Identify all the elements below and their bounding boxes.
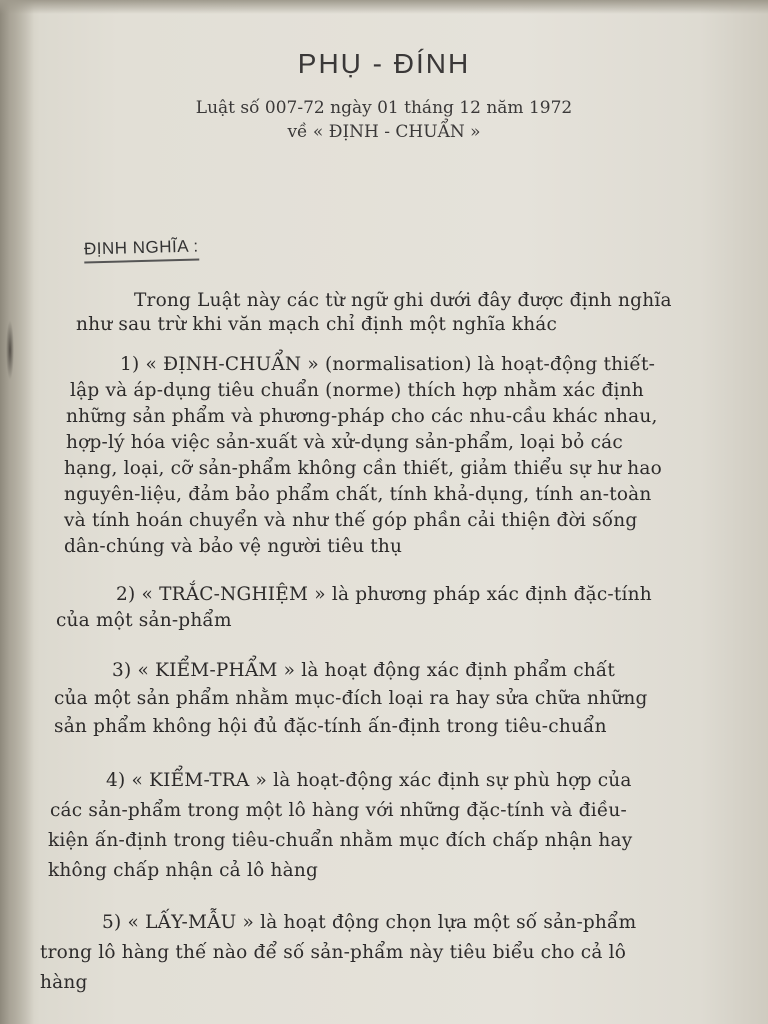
text-line: 2) « TRẮC-NGHIỆM » là phương pháp xác định đặc-tính [116, 584, 652, 605]
section-heading: ĐỊNH NGHĨA : [84, 237, 199, 264]
text-line: hàng [40, 972, 88, 993]
text-line: các sản-phẩm trong một lô hàng với những đặc-tính và điều- [50, 800, 627, 821]
text-line: lập và áp-dụng tiêu chuẩn (norme) thích hợp nhằm xác định [70, 380, 644, 401]
subtitle-topic: về « ĐỊNH - CHUẨN » [287, 122, 481, 142]
text-line: không chấp nhận cả lô hàng [48, 860, 318, 881]
text-line: Trong Luật này các từ ngữ ghi dưới đây được định nghĩa [134, 290, 672, 311]
page-title: PHỤ - ĐÍNH [297, 48, 471, 79]
text-line: của một sản-phẩm [56, 610, 232, 631]
text-line: 1) « ĐỊNH-CHUẨN » (normalisation) là hoạt-động thiết- [120, 354, 656, 375]
text-line: nguyên-liệu, đảm bảo phẩm chất, tính khả-dụng, tính an-toàn [64, 484, 652, 505]
text-line: hạng, loại, cỡ sản-phẩm không cần thiết, giảm thiểu sự hư hao [64, 458, 662, 479]
page-spine-shadow [0, 0, 34, 1024]
text-line: trong lô hàng thế nào để số sản-phẩm này tiêu biểu cho cả lô [40, 942, 627, 963]
text-line: 4) « KIỂM-TRA » là hoạt-động xác định sự phù hợp của [106, 770, 632, 791]
subtitle-law-number: Luật số 007-72 ngày 01 tháng 12 năm 1972 [195, 98, 573, 118]
text-line: 5) « LẤY-MẪU » là hoạt động chọn lựa một số sản-phẩm [102, 912, 637, 933]
page-top-edge [0, 0, 768, 14]
page-stain [6, 320, 14, 380]
text-line: như sau trừ khi văn mạch chỉ định một nghĩa khác [76, 314, 558, 335]
text-line: của một sản phẩm nhằm mục-đích loại ra hay sửa chữa những [54, 688, 648, 709]
text-line: hợp-lý hóa việc sản-xuất và xử-dụng sản-phẩm, loại bỏ các [66, 432, 623, 453]
text-line: dân-chúng và bảo vệ người tiêu thụ [64, 536, 403, 557]
text-line: 3) « KIỂM-PHẨM » là hoạt động xác định phẩm chất [112, 660, 616, 681]
text-line: sản phẩm không hội đủ đặc-tính ấn-định trong tiêu-chuẩn [54, 716, 607, 737]
text-line: kiện ấn-định trong tiêu-chuẩn nhằm mục đích chấp nhận hay [48, 830, 633, 851]
text-line: những sản phẩm và phương-pháp cho các nhu-cầu khác nhau, [66, 406, 658, 427]
text-line: và tính hoán chuyển và như thế góp phần cải thiện đời sống [64, 510, 638, 531]
